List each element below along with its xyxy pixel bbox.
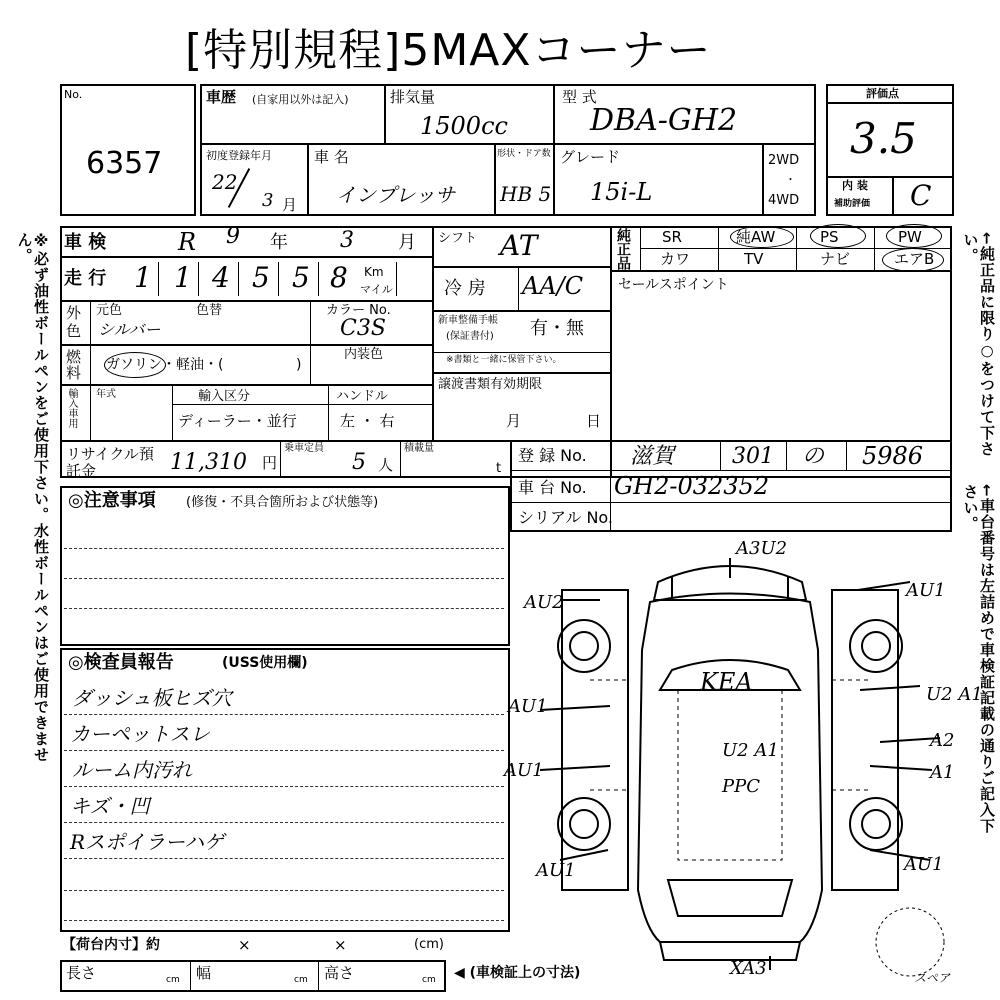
capacity-unit: 人 (378, 456, 394, 474)
fuel-close: ) (296, 357, 302, 373)
mark-left-door-front: AU1 (508, 696, 548, 717)
right-side-note-top: ←純正品に限り○をつけて下さい。 (961, 232, 996, 457)
mark-rear-right: AU1 (904, 854, 944, 875)
equip-pw-circle (886, 224, 942, 248)
import-class-label: 輸入区分 (198, 389, 251, 404)
sales-point-label: セールスポイント (618, 277, 729, 293)
dims-width: 幅 (196, 964, 212, 982)
inspection-era: R (178, 228, 197, 256)
model-label: 型 式 (562, 88, 597, 106)
fuel-label-2: 料 (66, 364, 82, 382)
notes-sub: (修復・不具合箇所および状態等) (186, 495, 379, 510)
maintenance-value: 有・無 (530, 318, 584, 339)
equip-navi: ナビ (820, 250, 851, 268)
first-reg-label: 初度登録年月 (206, 149, 272, 162)
first-reg-year: 22 (212, 170, 238, 194)
transfer-day: 日 (586, 412, 602, 430)
change-color-label: 色替 (196, 303, 223, 318)
dims-length: 長さ (66, 964, 97, 982)
inspector-line: Rスポイラーハゲ (70, 830, 225, 854)
equip-airbag-circle (882, 248, 944, 272)
inspector-line: カーペットスレ (70, 722, 210, 746)
car-name-value: インプレッサ (336, 183, 455, 207)
mileage-digits (120, 262, 356, 296)
cargo-x1: × (238, 936, 251, 954)
transfer-month: 月 (506, 412, 522, 430)
mileage-digit: 8 (330, 261, 348, 294)
color-code-value: C3S (340, 316, 386, 341)
fuel-label: 燃 (66, 348, 82, 366)
orig-color-label: 元色 (96, 303, 123, 318)
notes-label: ◎注意事項 (68, 490, 156, 511)
grade-label: グレード (560, 148, 621, 166)
load-unit: t (496, 461, 502, 476)
transfer-label: 譲渡書類有効期限 (438, 377, 543, 392)
history-note: (自家用以外は記入) (252, 93, 349, 106)
interior-score-sub: 補助評価 (834, 199, 871, 209)
inspector-sub: (USS使用欄) (222, 655, 308, 671)
fuel-circle (104, 352, 166, 378)
lot-number-label: No. (64, 88, 83, 101)
shape-value: HB 5 (500, 182, 552, 206)
recycle-label: リサイクル預託金 (66, 445, 154, 480)
registration-num2: 5986 (862, 442, 924, 470)
equip-leather: カワ (660, 250, 691, 268)
load-label: 積載量 (404, 443, 434, 454)
outer-color-label-2: 色 (66, 322, 82, 340)
cargo-label: 【荷台内寸】約 (62, 937, 160, 953)
equip-ps-circle (810, 224, 866, 248)
mark-front-right: AU1 (906, 580, 946, 601)
shift-value: AT (500, 229, 538, 262)
registration-region: 滋賀 (630, 444, 675, 469)
score-label: 評価点 (866, 87, 899, 100)
inspector-line: ダッシュ板ヒズ穴 (72, 686, 232, 710)
first-reg-month-unit: 月 (282, 196, 298, 214)
equip-sr: SR (662, 228, 682, 246)
mileage-unit-mile: マイル (360, 283, 393, 296)
serial-label: シリアル No. (518, 508, 614, 527)
first-reg-month: 3 (262, 190, 274, 211)
registration-kana: の (802, 444, 825, 469)
mark-right-door-mid: A2 (930, 730, 955, 751)
inspector-line: キズ・凹 (70, 794, 150, 818)
drive-2wd: 2WD (768, 153, 800, 168)
equip-ps: PS (820, 228, 839, 246)
import-year-label: 年式 (96, 389, 116, 400)
car-name-label: 車 名 (314, 148, 349, 166)
interior-score-value: C (910, 179, 932, 212)
aircon-value: AA/C (522, 272, 584, 300)
dims-note-text: (車検証上の寸法) (469, 965, 581, 981)
left-side-note: ※必ず油性ボールペンをご使用下さい。水性ボールペンはご使用できません。 (15, 232, 50, 763)
inspection-month: 3 (340, 228, 354, 253)
handle-label: ハンドル (336, 389, 389, 404)
color-code-label: カラー No. (326, 303, 391, 318)
dims-length-cm: cm (166, 975, 180, 985)
equipment-label: 純正品 (615, 228, 631, 270)
registration-label: 登 録 No. (518, 446, 587, 465)
recycle-unit: 円 (262, 454, 278, 472)
inspection-year: 9 (226, 224, 240, 249)
maintenance-note: ※書類と一緒に保管下さい。 (446, 355, 562, 365)
mileage-unit-km: Km (364, 265, 384, 279)
inspection-month-label: 月 (398, 232, 416, 253)
page-title: [特別規程]5MAXコーナー (185, 25, 712, 76)
mark-left-door-rear: AU1 (504, 760, 544, 781)
right-side-note-bottom: ←車台番号は左詰めで車検証記載の通りご記入下さい。 (961, 484, 996, 834)
maintenance-sub: (保証書付) (446, 331, 494, 342)
mark-roof: U2 A1 (722, 740, 779, 761)
cargo-unit: (cm) (414, 937, 444, 952)
mark-front-bumper: A3U2 (736, 538, 788, 559)
registration-num1: 301 (732, 444, 774, 469)
dims-box (60, 960, 446, 992)
outer-color-label: 外 (66, 304, 82, 322)
cargo-x2: × (334, 936, 347, 954)
mileage-digit: 1 (174, 261, 192, 294)
history-label: 車歴 (206, 88, 237, 106)
mileage-digit: 1 (134, 261, 152, 294)
dims-width-cm: cm (294, 975, 308, 985)
import-label: 輸入車用 (66, 388, 77, 428)
score-value: 3.5 (850, 114, 917, 163)
capacity-value: 5 (352, 450, 366, 475)
equip-pw: PW (898, 228, 922, 246)
fuel-value: ガソリン・軽油・( (106, 357, 224, 373)
recycle-value: 11,310 (170, 450, 247, 475)
model-value: DBA-GH2 (590, 103, 738, 138)
mark-windshield: KEA (700, 668, 753, 696)
equip-airbag: エアB (894, 250, 935, 268)
orig-color-value: シルバー (98, 320, 161, 339)
inspection-label: 車 検 (64, 232, 107, 253)
mark-rear-left: AU1 (536, 860, 576, 881)
aircon-label: 冷 房 (444, 278, 486, 299)
handle-value: 左 ・ 右 (340, 412, 395, 430)
dims-height-cm: cm (422, 975, 436, 985)
chassis-value: GH2-032352 (614, 472, 770, 500)
mark-front-left: AU2 (524, 592, 564, 613)
shape-label: 形状・ドア数 (497, 149, 551, 159)
drive-4wd: 4WD (768, 193, 800, 208)
import-class-value: ディーラー・並行 (178, 412, 297, 430)
dims-height: 高さ (324, 964, 355, 982)
drive-dot: ・ (785, 173, 796, 186)
interior-score-label: 内 装 (842, 179, 868, 192)
mileage-digit: 5 (292, 261, 310, 294)
inspection-year-label: 年 (270, 232, 288, 253)
equip-aw-circle (730, 226, 794, 248)
maintenance-label: 新車整備手帳 (438, 315, 498, 326)
spare-label: スペア (914, 971, 951, 985)
equip-tv: TV (744, 250, 764, 268)
interior-color-label: 内装色 (344, 347, 384, 362)
equip-aw: 純AW (736, 228, 776, 246)
chassis-label: 車 台 No. (518, 478, 587, 497)
inspector-label: ◎検査員報告 (68, 652, 174, 673)
mileage-label: 走 行 (64, 268, 107, 289)
capacity-label: 乗車定員 (284, 443, 324, 454)
mileage-digit: 4 (212, 261, 230, 294)
shift-label: シフト (438, 231, 478, 246)
mark-right-door-rear: A1 (930, 762, 955, 783)
grade-value: 15i-L (590, 178, 653, 206)
displacement-label: 排気量 (390, 88, 436, 106)
mark-rear-bumper: XA3 (730, 958, 767, 979)
mark-roof-2: PPC (722, 776, 760, 797)
inspector-line: ルーム内汚れ (72, 758, 192, 782)
lot-number-value: 6357 (86, 146, 163, 181)
mark-right-door-front: U2 A1 (926, 684, 983, 705)
dims-note: ◀ (車検証上の寸法) (454, 965, 581, 981)
mileage-digit: 5 (252, 261, 270, 294)
displacement-value: 1500cc (420, 112, 508, 140)
